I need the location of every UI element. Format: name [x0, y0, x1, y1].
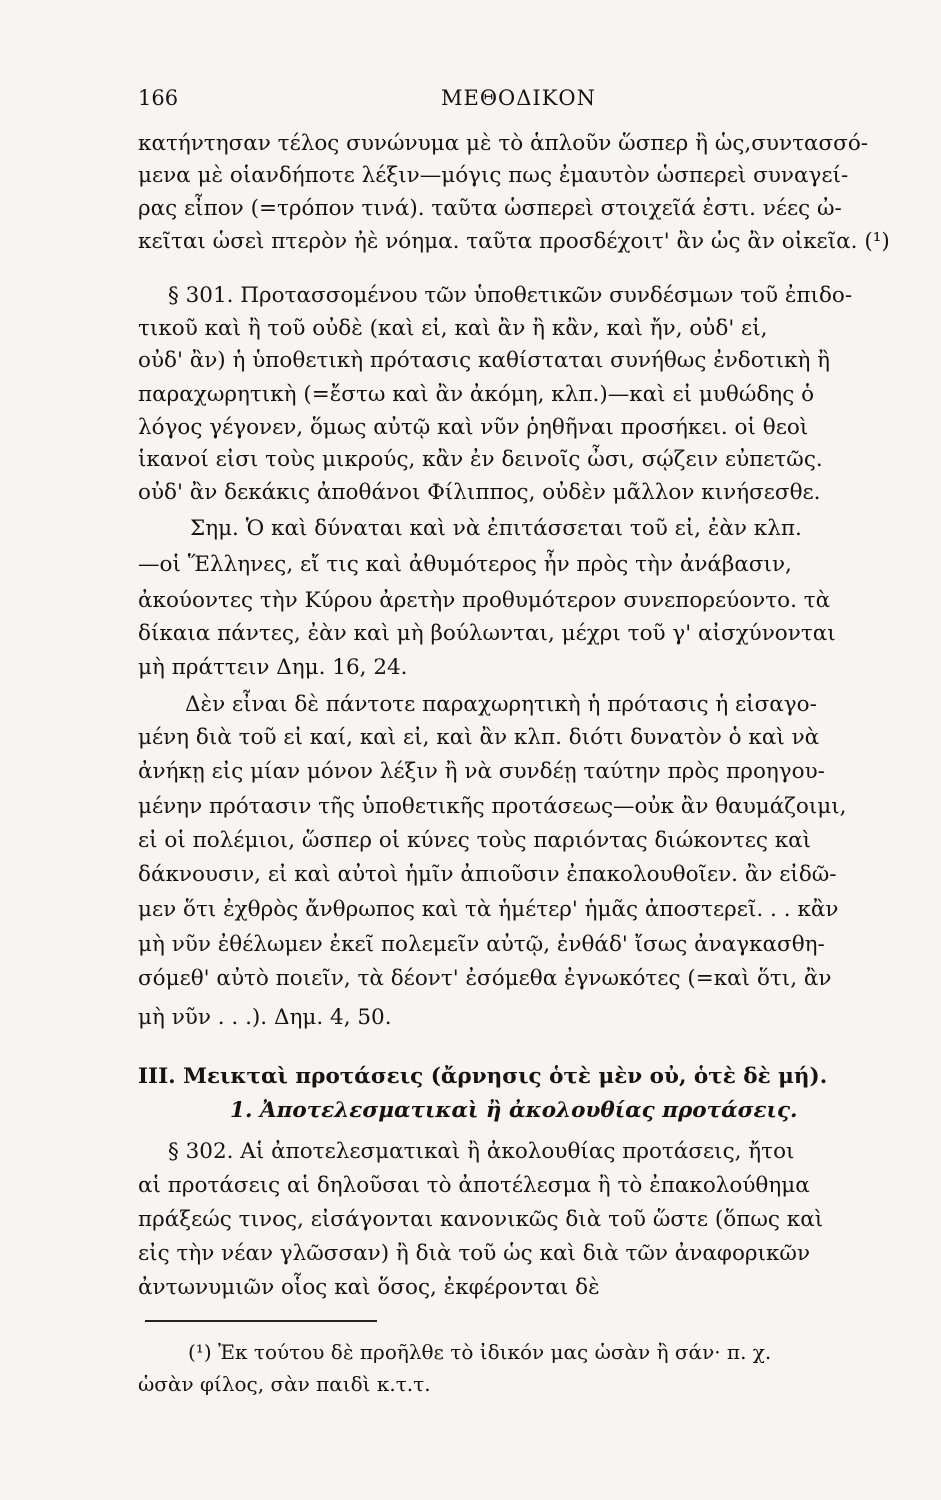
text-line: δίκαια πάντες, ἐὰν καὶ μὴ βούλωνται, μέχρι τοῦ γ' αἰσχύνονται [138, 621, 836, 646]
text-line: λόγος γέγονεν, ὅμως αὐτῷ καὶ νῦν ῥηθῆναι προσήκει. οἱ θεοὶ [138, 415, 809, 440]
text-line: ἀνήκῃ εἰς μίαν μόνον λέξιν ἢ νὰ συνδέῃ ταύτην πρὸς προηγου- [138, 759, 825, 784]
text-line: εἰς τὴν νέαν γλῶσσαν) ἢ διὰ τοῦ ὡς καὶ διὰ τῶν ἀναφορικῶν [138, 1241, 811, 1266]
text-line: δάκνουσιν, εἰ καὶ αὐτοὶ ἡμῖν ἀπιοῦσιν ἐπακολουθοῖεν. ἂν εἰδῶ- [138, 862, 837, 887]
text-line: μεν ὅτι ἐχθρὸς ἄνθρωπος καὶ τὰ ἡμέτερ' ἡμᾶς ἀποστερεῖ. . . κἂν [138, 897, 839, 922]
text-line: ἀντωνυμιῶν οἷος καὶ ὅσος, ἐκφέρονται δὲ [138, 1275, 600, 1300]
text-line: § 302. Αἱ ἀποτελεσματικαὶ ἢ ἀκολουθίας προτάσεις, ἤτοι [168, 1139, 795, 1164]
text-line: κεῖται ὡσεὶ πτερὸν ἠὲ νόημα. ταῦτα προσδέχοιτ' ἂν ὡς ἂν οἰκεῖα. (¹) [138, 229, 890, 254]
page-header [138, 86, 899, 118]
text-line: μὴ νῦν . . .). Δημ. 4, 50. [138, 1005, 392, 1030]
text-line: —οἱ Ἕλληνες, εἴ τις καὶ ἀθυμότερος ἦν πρὸς τὴν ἀνάβασιν, [138, 552, 792, 577]
text-line: μένη διὰ τοῦ εἰ καί, καὶ εἰ, καὶ ἂν κλπ. διότι δυνατὸν ὁ καὶ νὰ [138, 725, 820, 750]
text-line: ἀκούοντες τὴν Κύρου ἀρετὴν προθυμότερον συνεπορεύοντο. τὰ [138, 588, 831, 613]
text-line: οὐδ' ἂν) ἡ ὑποθετικὴ πρότασις καθίσταται συνήθως ἐνδοτικὴ ἢ [138, 348, 831, 373]
subsection-heading: 1. Ἀποτελεσματικαὶ ἢ ἀκολουθίας προτάσεις. [230, 1098, 798, 1123]
text-line: οὐδ' ἂν δεκάκις ἀποθάνοι Φίλιππος, οὐδὲν μᾶλλον κινήσεσθε. [138, 480, 821, 505]
text-line: ρας εἶπον (=τρόπον τινά). ταῦτα ὡσπερεὶ στοιχεῖά ἐστι. νέες ὠ- [138, 196, 842, 221]
footnote-line: (¹) Ἐκ τούτου δὲ προῆλθε τὸ ἰδικόν μας ὡσὰν ἢ σάν· π. χ. [188, 1340, 772, 1364]
footnote-divider [145, 1320, 377, 1322]
text-line: Δὲν εἶναι δὲ πάντοτε παραχωρητικὴ ἡ πρότασις ἡ εἰσαγο- [185, 692, 817, 717]
text-line: πράξεώς τινος, εἰσάγονται κανονικῶς διὰ τοῦ ὥστε (ὅπως καὶ [138, 1207, 824, 1232]
text-line: τικοῦ καὶ ἢ τοῦ οὐδὲ (καὶ εἰ, καὶ ἂν ἢ κἂν, καὶ ἤν, οὐδ' εἰ, [138, 316, 768, 341]
text-line: παραχωρητικὴ (=ἔστω καὶ ἂν ἀκόμη, κλπ.)—καὶ εἰ μυθώδης ὁ [138, 382, 815, 407]
text-line: μενα μὲ οἱανδήποτε λέξιν—μόγις πως ἐμαυτὸν ὡσπερεὶ συναγεί- [138, 163, 849, 188]
section-heading: III. Μεικταὶ προτάσεις (ἄρνησις ὁτὲ μὲν οὐ, ὁτὲ δὲ μή). [138, 1064, 828, 1089]
text-line: ἱκανοί εἰσι τοὺς μικρούς, κἂν ἐν δεινοῖς ὦσι, σῴζειν εὐπετῶς. [138, 447, 823, 472]
text-line: σόμεθ' αὐτὸ ποιεῖν, τὰ δέοντ' ἐσόμεθα ἐγνωκότες (=καὶ ὅτι, ἂν [138, 966, 832, 991]
text-line: αἱ προτάσεις αἱ δηλοῦσαι τὸ ἀποτέλεσμα ἢ τὸ ἐπακολούθημα [138, 1173, 810, 1198]
text-line: Σημ. Ὁ καὶ δύναται καὶ νὰ ἐπιτάσσεται τοῦ εἰ, ἐὰν κλπ. [190, 516, 802, 541]
text-line: μένην πρότασιν τῆς ὑποθετικῆς προτάσεως—οὐκ ἂν θαυμάζοιμι, [138, 794, 847, 819]
text-line: μὴ νῦν ἐθέλωμεν ἐκεῖ πολεμεῖν αὐτῷ, ἐνθάδ' ἴσως ἀναγκασθη- [138, 932, 825, 957]
running-head: ΜΕΘΟΔΙΚΟΝ [440, 86, 596, 110]
text-line: § 301. Προτασσομένου τῶν ὑποθετικῶν συνδέσμων τοῦ ἐπιδο- [168, 283, 853, 308]
text-line: εἰ οἱ πολέμιοι, ὥσπερ οἱ κύνες τοὺς παριόντας διώκοντες καὶ [138, 828, 812, 853]
footnote-line: ὡσὰν φίλος, σὰν παιδὶ κ.τ.τ. [138, 1372, 431, 1396]
text-line: μὴ πράττειν Δημ. 16, 24. [138, 655, 408, 680]
text-line: κατήντησαν τέλος συνώνυμα μὲ τὸ ἁπλοῦν ὥσπερ ἢ ὡς,συντασσό- [138, 131, 869, 156]
page-number: 166 [138, 86, 179, 110]
